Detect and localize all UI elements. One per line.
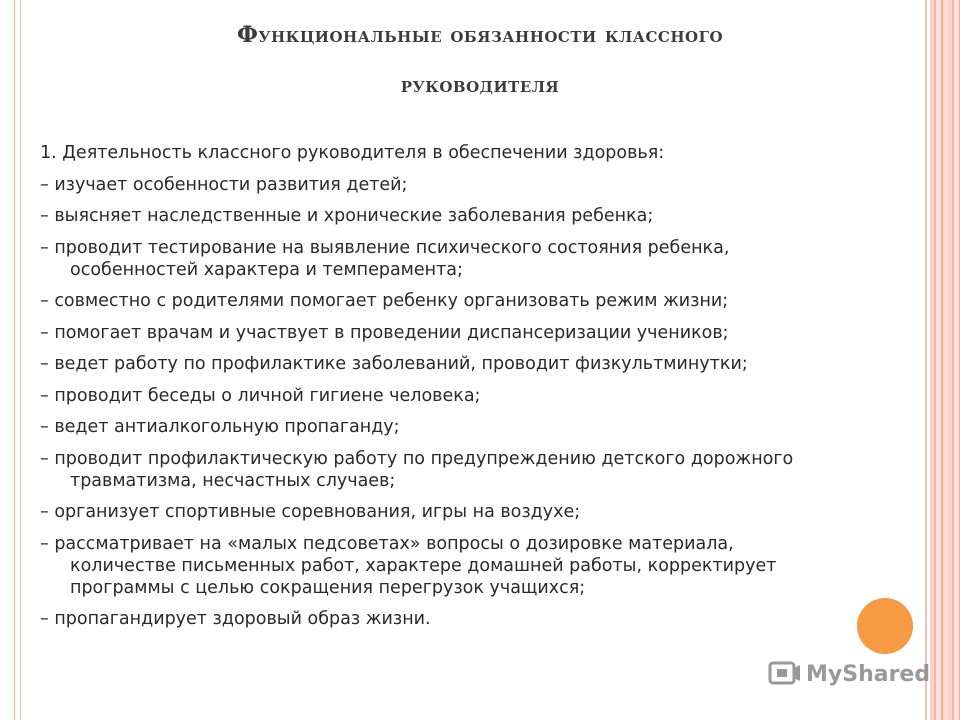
list-item [40, 385, 955, 417]
myshared-logo-icon [768, 659, 802, 689]
orange-circle-badge [857, 598, 913, 654]
list-item-text: – рассматривает на «малых педсоветах» вопросы о дозировке материала, [40, 533, 734, 554]
list-item-text: – ведет работу по профилактике заболеваний, проводит физкультминутки; [40, 354, 748, 374]
list-item [40, 290, 955, 322]
list-item-continuation: количестве письменных работ, характере домашней работы, корректирует [70, 555, 777, 576]
list-item [40, 533, 955, 609]
slide-title-line-1: Функциональные обязанности классного [236, 22, 724, 48]
list-item [40, 448, 955, 502]
list-item [40, 237, 955, 291]
list-item-text: – совместно с родителями помогает ребенку организовать режим жизни; [40, 291, 729, 311]
list-item-text: – организует спортивные соревнования, игры на воздухе; [40, 502, 581, 522]
list-item [40, 174, 955, 206]
myshared-watermark[interactable] [768, 656, 930, 692]
slide-title-line-2: руководителя [400, 72, 560, 98]
list-item-text: – помогает врачам и участвует в проведении диспансеризации учеников; [40, 322, 729, 343]
slide-title [40, 10, 920, 110]
list-item [40, 205, 955, 237]
slide-content [40, 142, 955, 640]
list-item-text: – ведет антиалкогольную пропаганду; [40, 417, 400, 437]
list-item [40, 608, 955, 640]
list-item [40, 353, 955, 385]
list-item [40, 416, 955, 448]
list-item-text: – проводит беседы о личной гигиене человека; [40, 385, 481, 406]
list-item-text: 1. Деятельность классного руководителя в обеспечении здоровья: [40, 143, 665, 163]
list-item-text: – изучает особенности развития детей; [40, 174, 408, 195]
list-item-text: – пропагандирует здоровый образ жизни. [40, 609, 431, 629]
list-item [40, 501, 955, 533]
frame-left-line [14, 0, 15, 720]
list-item-text: – проводит тестирование на выявление психического состояния ребенка, [40, 237, 730, 258]
frame-left-line-inner [20, 0, 21, 720]
watermark-text: MyShared [806, 661, 931, 687]
list-item-heading [40, 142, 955, 174]
list-item-text: – выясняет наследственные и хронические заболевания ребенка; [40, 206, 654, 226]
list-item-continuation: травматизма, несчастных случаев; [70, 470, 396, 491]
list-item-text: – проводит профилактическую работу по предупреждению детского дорожного [40, 448, 794, 469]
list-item [40, 322, 955, 354]
list-item-continuation: особенностей характера и темперамента; [70, 259, 463, 280]
list-item-continuation: программы с целью сокращения перегрузок учащихся; [70, 577, 586, 598]
